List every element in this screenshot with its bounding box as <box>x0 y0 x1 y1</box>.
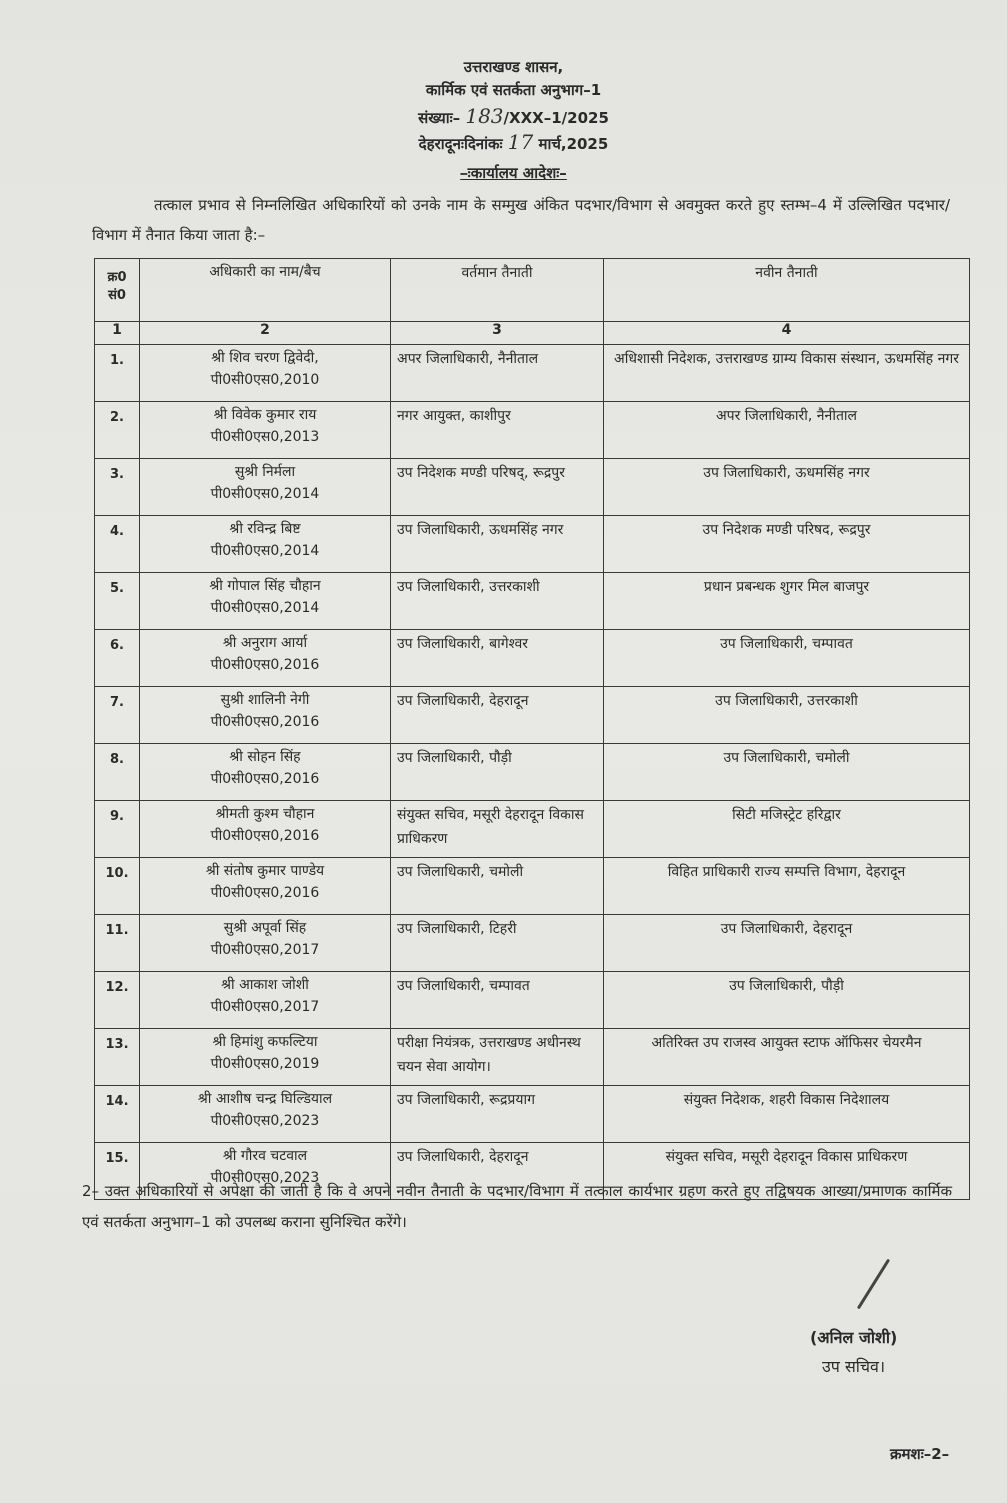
signatory-name: (अनिल जोशी) <box>810 1328 898 1347</box>
officer-batch: पी0सी0एस0,2017 <box>210 942 320 958</box>
order-number-label: संख्याः– <box>418 109 461 127</box>
serial-number: 3. <box>110 467 124 482</box>
current-posting-cell <box>391 1086 604 1143</box>
new-posting: विहित प्राधिकारी राज्य सम्पत्ति विभाग, देहरादून <box>667 864 906 880</box>
table-row <box>95 402 970 459</box>
header-officer: अधिकारी का नाम/बैच <box>140 259 391 322</box>
officer-cell <box>140 687 391 744</box>
officer-name: श्री विवेक कुमार राय <box>213 407 317 423</box>
serial-cell <box>95 915 140 972</box>
officer-cell <box>140 1086 391 1143</box>
table-header-row <box>95 259 970 322</box>
current-posting-cell <box>391 858 604 915</box>
intro-paragraph: तत्काल प्रभाव से निम्नलिखित अधिकारियों को उनके नाम के सम्मुख अंकित पदभार/विभाग से अवमुक्त करते हुए स्तम्भ–4 में उल्लिखित पदभार/विभाग में तैनात किया जाता है:– <box>92 196 950 244</box>
table-row <box>95 573 970 630</box>
signature-mark <box>857 1259 890 1310</box>
new-posting: अपर जिलाधिकारी, नैनीताल <box>715 408 858 424</box>
officer-name: श्री हिमांशु कफल्टिया <box>212 1034 318 1050</box>
order-date <box>10 130 1007 154</box>
officer-batch: पी0सी0एस0,2016 <box>210 828 320 844</box>
serial-cell <box>95 858 140 915</box>
serial-number: 1. <box>110 353 124 368</box>
serial-cell <box>95 345 140 402</box>
serial-cell <box>95 573 140 630</box>
serial-number: 12. <box>105 980 129 995</box>
current-posting: उप निदेशक मण्डी परिषद्, रूद्रपुर <box>397 465 565 481</box>
new-posting-cell <box>604 516 970 573</box>
table-row <box>95 1086 970 1143</box>
serial-cell <box>95 801 140 858</box>
new-posting: उप जिलाधिकारी, देहरादून <box>720 921 853 937</box>
header-current-posting: वर्तमान तैनाती <box>391 259 604 322</box>
order-number-rest: /XXX–1/2025 <box>503 109 609 127</box>
officer-batch: पी0सी0एस0,2023 <box>210 1113 320 1129</box>
order-title: –ःकार्यालय आदेशः– <box>460 164 567 182</box>
serial-number: 10. <box>105 866 129 881</box>
officer-name: सुश्री निर्मला <box>234 464 296 480</box>
current-posting: संयुक्त सचिव, मसूरी देहरादून विकास प्राधिकरण <box>397 807 584 847</box>
new-posting: अधिशासी निदेशक, उत्तराखण्ड ग्राम्य विकास संस्थान, ऊधमसिंह नगर <box>614 351 959 367</box>
new-posting-cell <box>604 345 970 402</box>
officer-batch: पी0सी0एस0,2019 <box>210 1056 320 1072</box>
new-posting: उप जिलाधिकारी, चम्पावत <box>720 636 853 652</box>
serial-cell <box>95 402 140 459</box>
officer-cell <box>140 459 391 516</box>
serial-number: 8. <box>110 752 124 767</box>
new-posting: अतिरिक्त उप राजस्व आयुक्त स्टाफ ऑफिसर चेयरमैन <box>651 1035 922 1051</box>
current-posting: अपर जिलाधिकारी, नैनीताल <box>397 351 539 367</box>
signatory-designation: उप सचिव। <box>822 1357 886 1376</box>
officer-name: श्रीमती कुश्म चौहान <box>215 806 315 822</box>
column-number: 1 <box>95 322 140 345</box>
header-new-posting: नवीन तैनाती <box>604 259 970 322</box>
new-posting: उप निदेशक मण्डी परिषद, रूद्रपुर <box>702 522 871 538</box>
current-posting-cell <box>391 972 604 1029</box>
table-row <box>95 744 970 801</box>
header-serial: क्र0 सं0 <box>95 259 140 322</box>
department-heading: कार्मिक एवं सतर्कता अनुभाग–1 <box>425 81 602 99</box>
new-posting-cell <box>604 687 970 744</box>
table-row <box>95 459 970 516</box>
officer-batch: पी0सी0एस0,2014 <box>210 600 320 616</box>
order-date-handwritten: 17 <box>507 130 534 154</box>
serial-number: 9. <box>110 809 124 824</box>
serial-number: 7. <box>110 695 124 710</box>
table-row <box>95 972 970 1029</box>
table-row <box>95 915 970 972</box>
order-date-label: देहरादूनःदिनांकः <box>418 135 503 153</box>
officer-cell <box>140 573 391 630</box>
officer-batch: पी0सी0एस0,2016 <box>210 657 320 673</box>
new-posting-cell <box>604 630 970 687</box>
new-posting-cell <box>604 972 970 1029</box>
officer-name: श्री आशीष चन्द्र घिल्डियाल <box>197 1091 333 1107</box>
transfer-table <box>94 258 970 1200</box>
current-posting: उप जिलाधिकारी, पौड़ी <box>397 750 512 766</box>
current-posting: उप जिलाधिकारी, टिहरी <box>397 921 517 937</box>
government-heading: उत्तराखण्ड शासन, <box>463 58 564 76</box>
officer-batch: पी0सी0एस0,2023 <box>210 1170 320 1186</box>
new-posting: उप जिलाधिकारी, उत्तरकाशी <box>715 693 858 709</box>
current-posting-cell <box>391 744 604 801</box>
new-posting: संयुक्त निदेशक, शहरी विकास निदेशालय <box>683 1092 890 1108</box>
officer-batch: पी0सी0एस0,2014 <box>210 543 320 559</box>
new-posting-cell <box>604 1029 970 1086</box>
table-row <box>95 801 970 858</box>
officer-name: श्री संतोष कुमार पाण्डेय <box>205 863 325 879</box>
serial-cell <box>95 516 140 573</box>
officer-cell <box>140 402 391 459</box>
new-posting: उप जिलाधिकारी, पौड़ी <box>729 978 844 994</box>
officer-name: श्री आकाश जोशी <box>221 977 309 993</box>
current-posting: उप जिलाधिकारी, ऊधमसिंह नगर <box>397 522 564 538</box>
current-posting: उप जिलाधिकारी, चम्पावत <box>397 978 530 994</box>
officer-batch: पी0सी0एस0,2017 <box>210 999 320 1015</box>
current-posting-cell <box>391 1029 604 1086</box>
new-posting-cell <box>604 573 970 630</box>
serial-number: 14. <box>105 1094 129 1109</box>
current-posting: उप जिलाधिकारी, बागेश्वर <box>397 636 529 652</box>
current-posting: उप जिलाधिकारी, चमोली <box>397 864 524 880</box>
order-number <box>10 104 1007 128</box>
officer-batch: पी0सी0एस0,2016 <box>210 714 320 730</box>
current-posting-cell <box>391 573 604 630</box>
serial-number: 4. <box>110 524 124 539</box>
table-row <box>95 345 970 402</box>
continued-marker: क्रमशः–2– <box>890 1445 950 1463</box>
officer-batch: पी0सी0एस0,2013 <box>210 429 320 445</box>
current-posting: उप जिलाधिकारी, देहरादून <box>397 693 529 709</box>
serial-cell <box>95 459 140 516</box>
order-date-rest: मार्च,2025 <box>538 135 609 153</box>
order-number-handwritten: 183 <box>465 104 504 128</box>
current-posting: उप जिलाधिकारी, रूद्रप्रयाग <box>397 1092 535 1108</box>
officer-name: श्री रविन्द्र बिष्ट <box>229 521 301 537</box>
new-posting: सिटी मजिस्ट्रेट हरिद्वार <box>732 807 841 823</box>
officer-cell <box>140 744 391 801</box>
officer-batch: पी0सी0एस0,2010 <box>210 372 320 388</box>
new-posting: संयुक्त सचिव, मसूरी देहरादून विकास प्राधिकरण <box>665 1149 908 1165</box>
serial-number: 2. <box>110 410 124 425</box>
current-posting-cell <box>391 915 604 972</box>
officer-name: सुश्री शालिनी नेगी <box>220 692 310 708</box>
serial-number: 15. <box>105 1151 129 1166</box>
new-posting: प्रधान प्रबन्धक शुगर मिल बाजपुर <box>703 579 870 595</box>
officer-cell <box>140 915 391 972</box>
current-posting: नगर आयुक्त, काशीपुर <box>397 408 511 424</box>
new-posting-cell <box>604 1086 970 1143</box>
current-posting-cell <box>391 402 604 459</box>
column-number: 4 <box>604 322 970 345</box>
table-row <box>95 630 970 687</box>
officer-batch: पी0सी0एस0,2016 <box>210 771 320 787</box>
officer-name: श्री गौरव चटवाल <box>222 1148 308 1164</box>
current-posting-cell <box>391 345 604 402</box>
officer-cell <box>140 516 391 573</box>
officer-cell <box>140 972 391 1029</box>
new-posting-cell <box>604 915 970 972</box>
serial-number: 5. <box>110 581 124 596</box>
officer-name: श्री अनुराग आर्या <box>222 635 308 651</box>
new-posting: उप जिलाधिकारी, ऊधमसिंह नगर <box>703 465 870 481</box>
new-posting-cell <box>604 801 970 858</box>
table-row <box>95 858 970 915</box>
serial-cell <box>95 1086 140 1143</box>
instruction-paragraph: 2– उक्त अधिकारियों से अपेक्षा की जाती है कि वे अपने नवीन तैनाती के पदभार/विभाग में तत्काल कार्यभार ग्रहण करते हुए तद्विषयक आख्या/प्रमाणक कार्मिक एवं सतर्कता अनुभाग–1 को उपलब्ध कराना सुनिश्चित करेंगे। <box>82 1182 952 1231</box>
officer-batch: पी0सी0एस0,2016 <box>210 885 320 901</box>
current-posting-cell <box>391 801 604 858</box>
current-posting-cell <box>391 687 604 744</box>
table-row <box>95 516 970 573</box>
serial-number: 6. <box>110 638 124 653</box>
officer-name: श्री सोहन सिंह <box>229 749 301 765</box>
column-number-row <box>95 322 970 345</box>
officer-cell <box>140 630 391 687</box>
current-posting-cell <box>391 516 604 573</box>
officer-cell <box>140 1029 391 1086</box>
new-posting-cell <box>604 459 970 516</box>
current-posting: परीक्षा नियंत्रक, उत्तराखण्ड अधीनस्थ चयन सेवा आयोग। <box>397 1035 581 1075</box>
officer-batch: पी0सी0एस0,2014 <box>210 486 320 502</box>
serial-cell <box>95 1029 140 1086</box>
serial-cell <box>95 687 140 744</box>
current-posting: उप जिलाधिकारी, देहरादून <box>397 1149 529 1165</box>
new-posting-cell <box>604 402 970 459</box>
officer-cell <box>140 858 391 915</box>
column-number: 2 <box>140 322 391 345</box>
new-posting-cell <box>604 744 970 801</box>
officer-cell <box>140 345 391 402</box>
officer-name: श्री गोपाल सिंह चौहान <box>209 578 321 594</box>
serial-cell <box>95 630 140 687</box>
officer-name: सुश्री अपूर्वा सिंह <box>223 920 307 936</box>
column-number: 3 <box>391 322 604 345</box>
current-posting: उप जिलाधिकारी, उत्तरकाशी <box>397 579 540 595</box>
serial-number: 11. <box>105 923 129 938</box>
new-posting-cell <box>604 858 970 915</box>
officer-name: श्री शिव चरण द्विवेदी, <box>211 350 319 366</box>
serial-number: 13. <box>105 1037 129 1052</box>
current-posting-cell <box>391 630 604 687</box>
serial-cell <box>95 972 140 1029</box>
current-posting-cell <box>391 459 604 516</box>
serial-cell <box>95 744 140 801</box>
new-posting: उप जिलाधिकारी, चमोली <box>723 750 850 766</box>
table-row <box>95 687 970 744</box>
officer-cell <box>140 801 391 858</box>
table-row <box>95 1029 970 1086</box>
